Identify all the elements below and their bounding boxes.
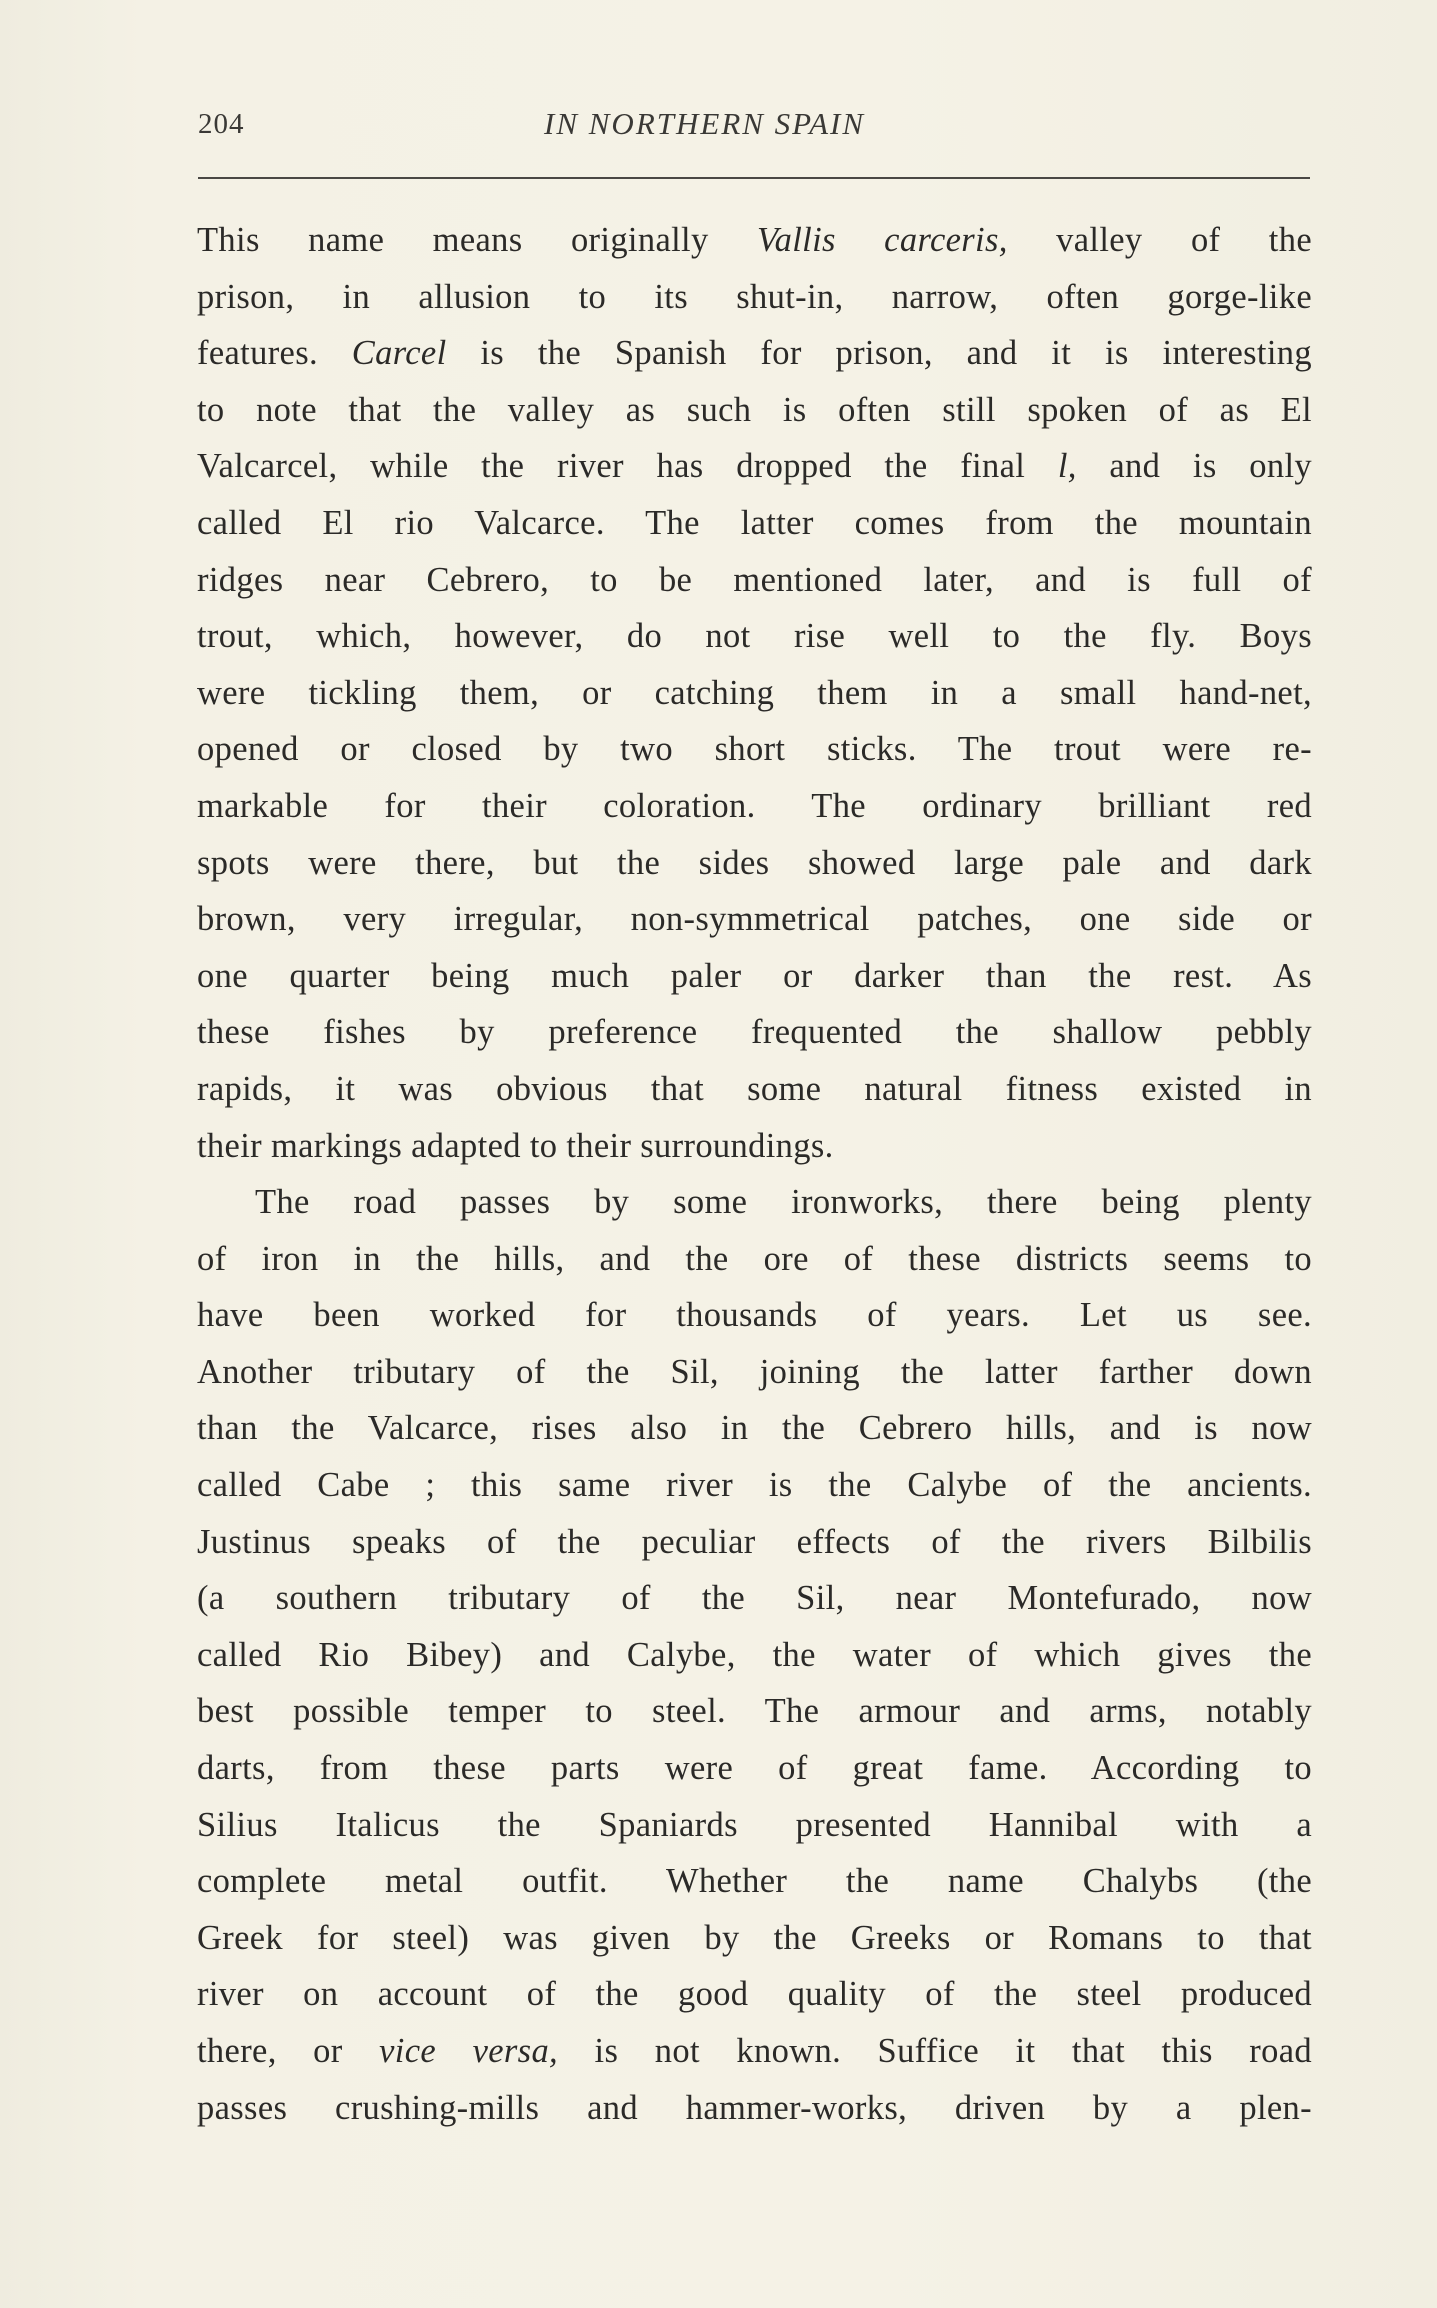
text-line <box>197 1061 1312 1118</box>
text-segment: complete metal outfit. Whether the name Chalybs (the <box>197 1862 1312 1901</box>
text-line <box>197 438 1312 495</box>
text-line <box>197 1627 1312 1684</box>
text-segment: valley of the <box>1007 221 1312 259</box>
text-segment: trout, which, however, do not rise well to the fly. Boys <box>197 617 1312 656</box>
italic-text: Carcel <box>351 334 447 373</box>
text-segment: of iron in the hills, and the ore of these districts seems to <box>197 1239 1312 1278</box>
text-line <box>197 212 1312 269</box>
text-segment: river on account of the good quality of the steel produced <box>197 1975 1312 2014</box>
text-line <box>197 1740 1312 1797</box>
text-line <box>197 778 1312 835</box>
page-number: 204 <box>198 108 245 140</box>
text-segment: called El rio Valcarce. The latter comes from the mountain <box>197 503 1312 542</box>
text-line <box>197 1797 1312 1854</box>
text-line <box>197 1853 1312 1910</box>
text-segment: prison, in allusion to its shut-in, narrow, often gorge-like <box>197 277 1312 316</box>
header-rule <box>198 177 1310 179</box>
text-segment: This name means originally <box>197 221 757 259</box>
text-line <box>197 1004 1312 1061</box>
text-segment: darts, from these parts were of great fame. According to <box>197 1749 1312 1788</box>
text-line <box>197 1344 1312 1401</box>
text-segment: (a southern tributary of the Sil, near Montefurado, now <box>197 1579 1312 1618</box>
text-segment: rapids, it was obvious that some natural fitness existed in <box>197 1069 1312 1108</box>
text-segment: spots were there, but the sides showed large pale and dark <box>197 843 1312 882</box>
text-line <box>197 1683 1312 1740</box>
text-segment: passes crushing-mills and hammer-works, driven by a plen- <box>197 2088 1312 2127</box>
italic-text: l, <box>1057 447 1077 486</box>
italic-text: vice versa, <box>379 2032 559 2070</box>
text-segment: their markings adapted to their surroundings. <box>197 1126 834 1165</box>
text-line <box>197 1287 1312 1344</box>
text-segment: called Rio Bibey) and Calybe, the water of which gives the <box>197 1635 1312 1674</box>
text-line <box>197 721 1312 778</box>
text-line <box>197 325 1312 382</box>
text-line <box>197 1400 1312 1457</box>
text-line <box>197 1910 1312 1967</box>
text-segment: these fishes by preference frequented the shallow pebbly <box>197 1013 1312 1052</box>
text-segment: than the Valcarce, rises also in the Cebrero hills, and is now <box>197 1409 1312 1448</box>
text-segment: opened or closed by two short sticks. The trout were re- <box>197 730 1312 769</box>
text-segment: markable for their coloration. The ordinary brilliant red <box>197 786 1312 825</box>
text-segment: called Cabe ; this same river is the Calybe of the ancients. <box>197 1466 1312 1505</box>
text-segment: Justinus speaks of the peculiar effects of the rivers Bilbilis <box>197 1522 1312 1561</box>
text-segment: ridges near Cebrero, to be mentioned later, and is full of <box>197 560 1312 599</box>
text-segment: to note that the valley as such is often still spoken of as El <box>197 390 1312 429</box>
text-segment: Another tributary of the Sil, joining the latter farther down <box>197 1352 1312 1391</box>
text-line <box>197 891 1312 948</box>
text-line <box>197 1174 1312 1231</box>
text-line <box>197 948 1312 1005</box>
text-segment: Valcarcel, while the river has dropped the final <box>197 447 1058 486</box>
text-line <box>197 1514 1312 1571</box>
text-line <box>197 835 1312 892</box>
text-segment: have been worked for thousands of years. Let us see. <box>197 1296 1312 1335</box>
text-segment: brown, very irregular, non-symmetrical patches, one side or <box>197 900 1312 939</box>
text-segment: is the Spanish for prison, and it is interesting <box>446 334 1312 373</box>
text-line <box>197 1231 1312 1288</box>
text-line <box>197 608 1312 665</box>
text-line <box>197 2080 1312 2137</box>
page-header <box>198 104 1310 154</box>
italic-text: Vallis carceris, <box>757 221 1008 259</box>
text-segment: and is only <box>1076 447 1313 486</box>
body-text <box>197 212 1312 2136</box>
text-segment: features. <box>197 334 352 373</box>
text-line <box>197 1118 1312 1175</box>
text-line <box>197 382 1312 439</box>
text-segment: best possible temper to steel. The armour and arms, notably <box>197 1692 1312 1731</box>
text-segment: were tickling them, or catching them in a small hand-net, <box>197 673 1312 712</box>
text-line <box>197 1570 1312 1627</box>
text-line <box>197 1966 1312 2023</box>
text-segment: Greek for steel) was given by the Greeks or Romans to that <box>197 1918 1312 1957</box>
text-line <box>197 2023 1312 2080</box>
text-line <box>197 552 1312 609</box>
text-segment: The road passes by some ironworks, there being plenty <box>255 1183 1312 1222</box>
text-segment: Silius Italicus the Spaniards presented Hannibal with a <box>197 1805 1312 1844</box>
text-line <box>197 495 1312 552</box>
text-line <box>197 1457 1312 1514</box>
text-segment: one quarter being much paler or darker than the rest. As <box>197 956 1312 995</box>
text-line <box>197 665 1312 722</box>
text-line <box>197 269 1312 326</box>
text-segment: there, or <box>197 2032 380 2070</box>
text-segment: is not known. Suffice it that this road <box>558 2032 1312 2070</box>
running-title: IN NORTHERN SPAIN <box>544 106 866 141</box>
